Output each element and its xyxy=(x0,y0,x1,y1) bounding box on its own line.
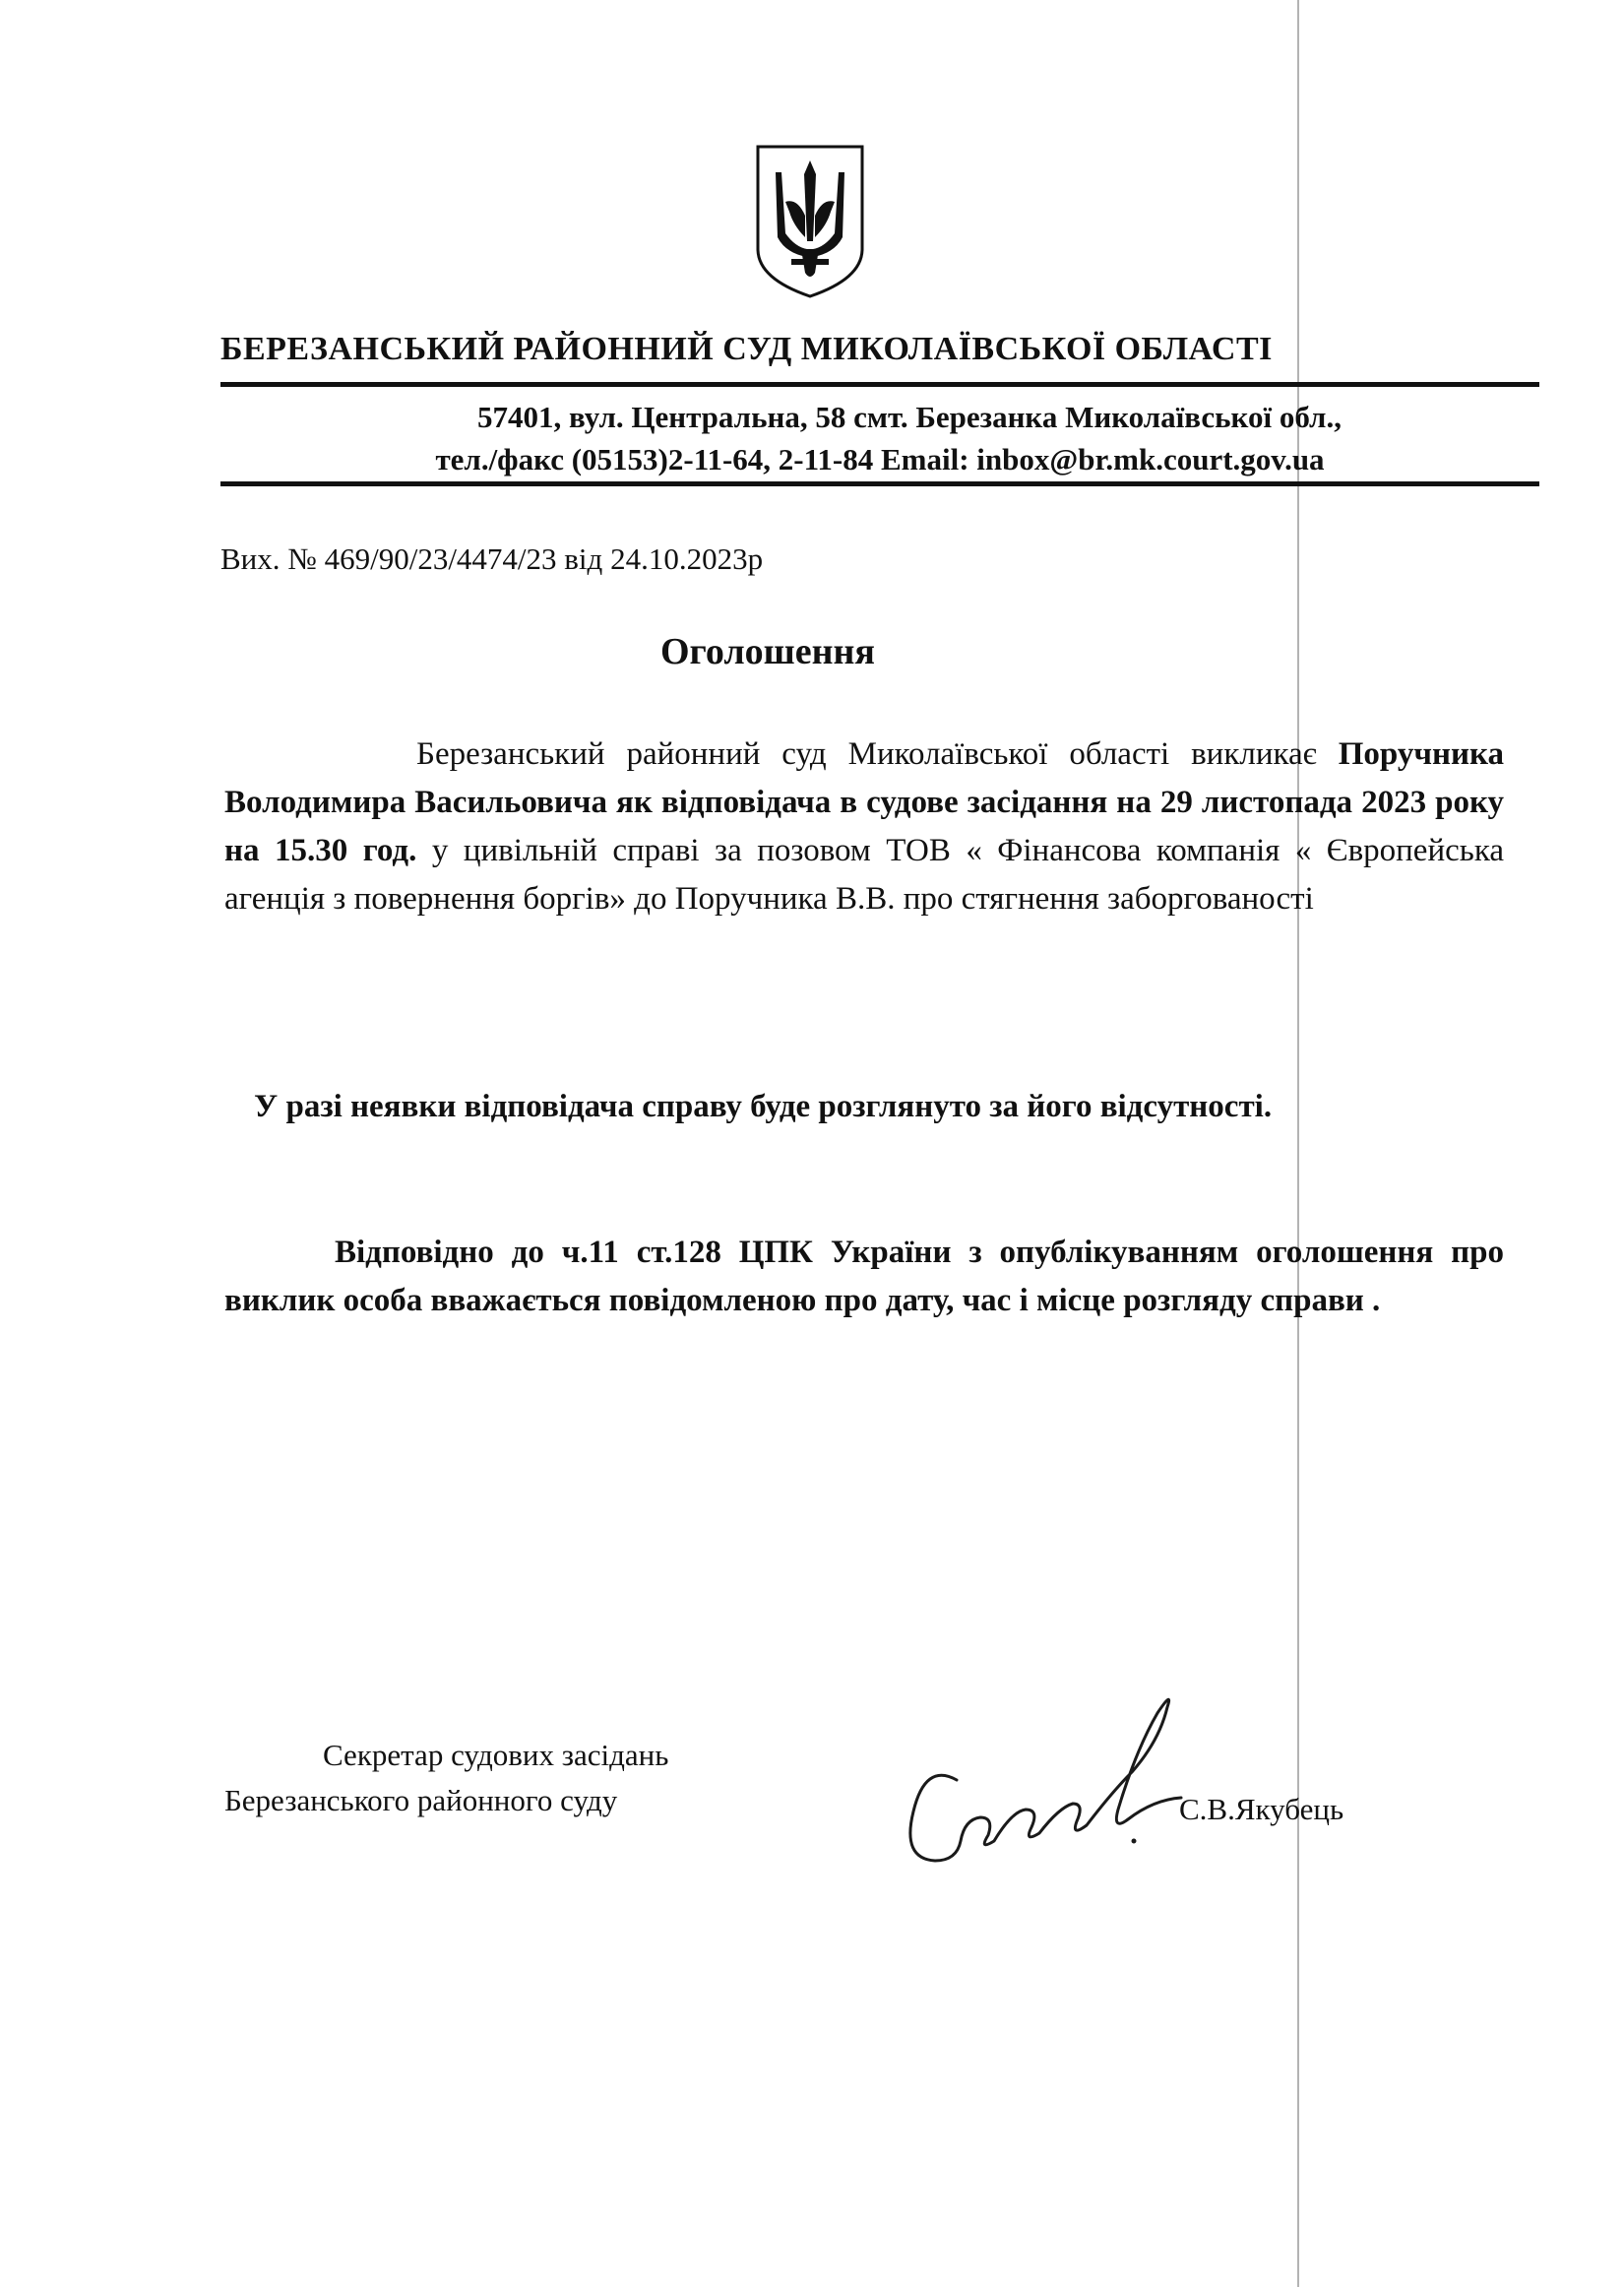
header-divider-bottom xyxy=(220,481,1539,486)
summons-details: Поручника Володимира Васильовича як відповідача в судове засідання на 29 листопада 2023 року на 15.30 год. xyxy=(224,736,1504,868)
legal-basis-paragraph xyxy=(224,1229,1504,1325)
signatory-position-line2: Березанського районного суду xyxy=(224,1783,618,1817)
header-divider-top xyxy=(220,382,1539,387)
signatory-name: С.В.Якубець xyxy=(1179,1792,1344,1826)
handwritten-signature xyxy=(896,1693,1270,1880)
legal-basis-text: Відповідно до ч.11 ст.128 ЦПК України з опублікуванням оголошення про виклик особа вважається повідомленою про дату, час і місце розгляду справи . xyxy=(224,1235,1504,1318)
absence-warning-paragraph xyxy=(224,1083,1504,1131)
case-description: у цивільній справі за позовом ТОВ « Фінансова компанія « Європейська агенція з повернення боргів» до Поручника В.В. про стягнення заборгованості xyxy=(224,833,1504,917)
court-contacts-line: тел./факс (05153)2-11-64, 2-11-84 Email: inbox@br.mk.court.gov.ua xyxy=(435,442,1325,476)
announcement-paragraph xyxy=(224,731,1504,923)
coat-of-arms-trident-icon xyxy=(752,143,868,300)
signatory-position-line1: Секретар судових засідань xyxy=(323,1738,669,1772)
court-name-heading: БЕРЕЗАНСЬКИЙ РАЙОННИЙ СУД МИКОЛАЇВСЬКОЇ ОБЛАСТІ xyxy=(220,331,1273,367)
announcement-text-intro: Березанський районний суд Миколаївської області викликає xyxy=(416,736,1339,772)
document-title: Оголошення xyxy=(660,631,875,672)
signatory-position xyxy=(224,1733,668,1823)
court-address-line: 57401, вул. Центральна, 58 смт. Березанка Миколаївської обл., xyxy=(477,400,1342,434)
outgoing-reference: Вих. № 469/90/23/4474/23 від 24.10.2023р xyxy=(220,541,764,576)
absence-warning-text: У разі неявки відповідача справу буде розглянуто за його відсутності. xyxy=(254,1089,1273,1124)
